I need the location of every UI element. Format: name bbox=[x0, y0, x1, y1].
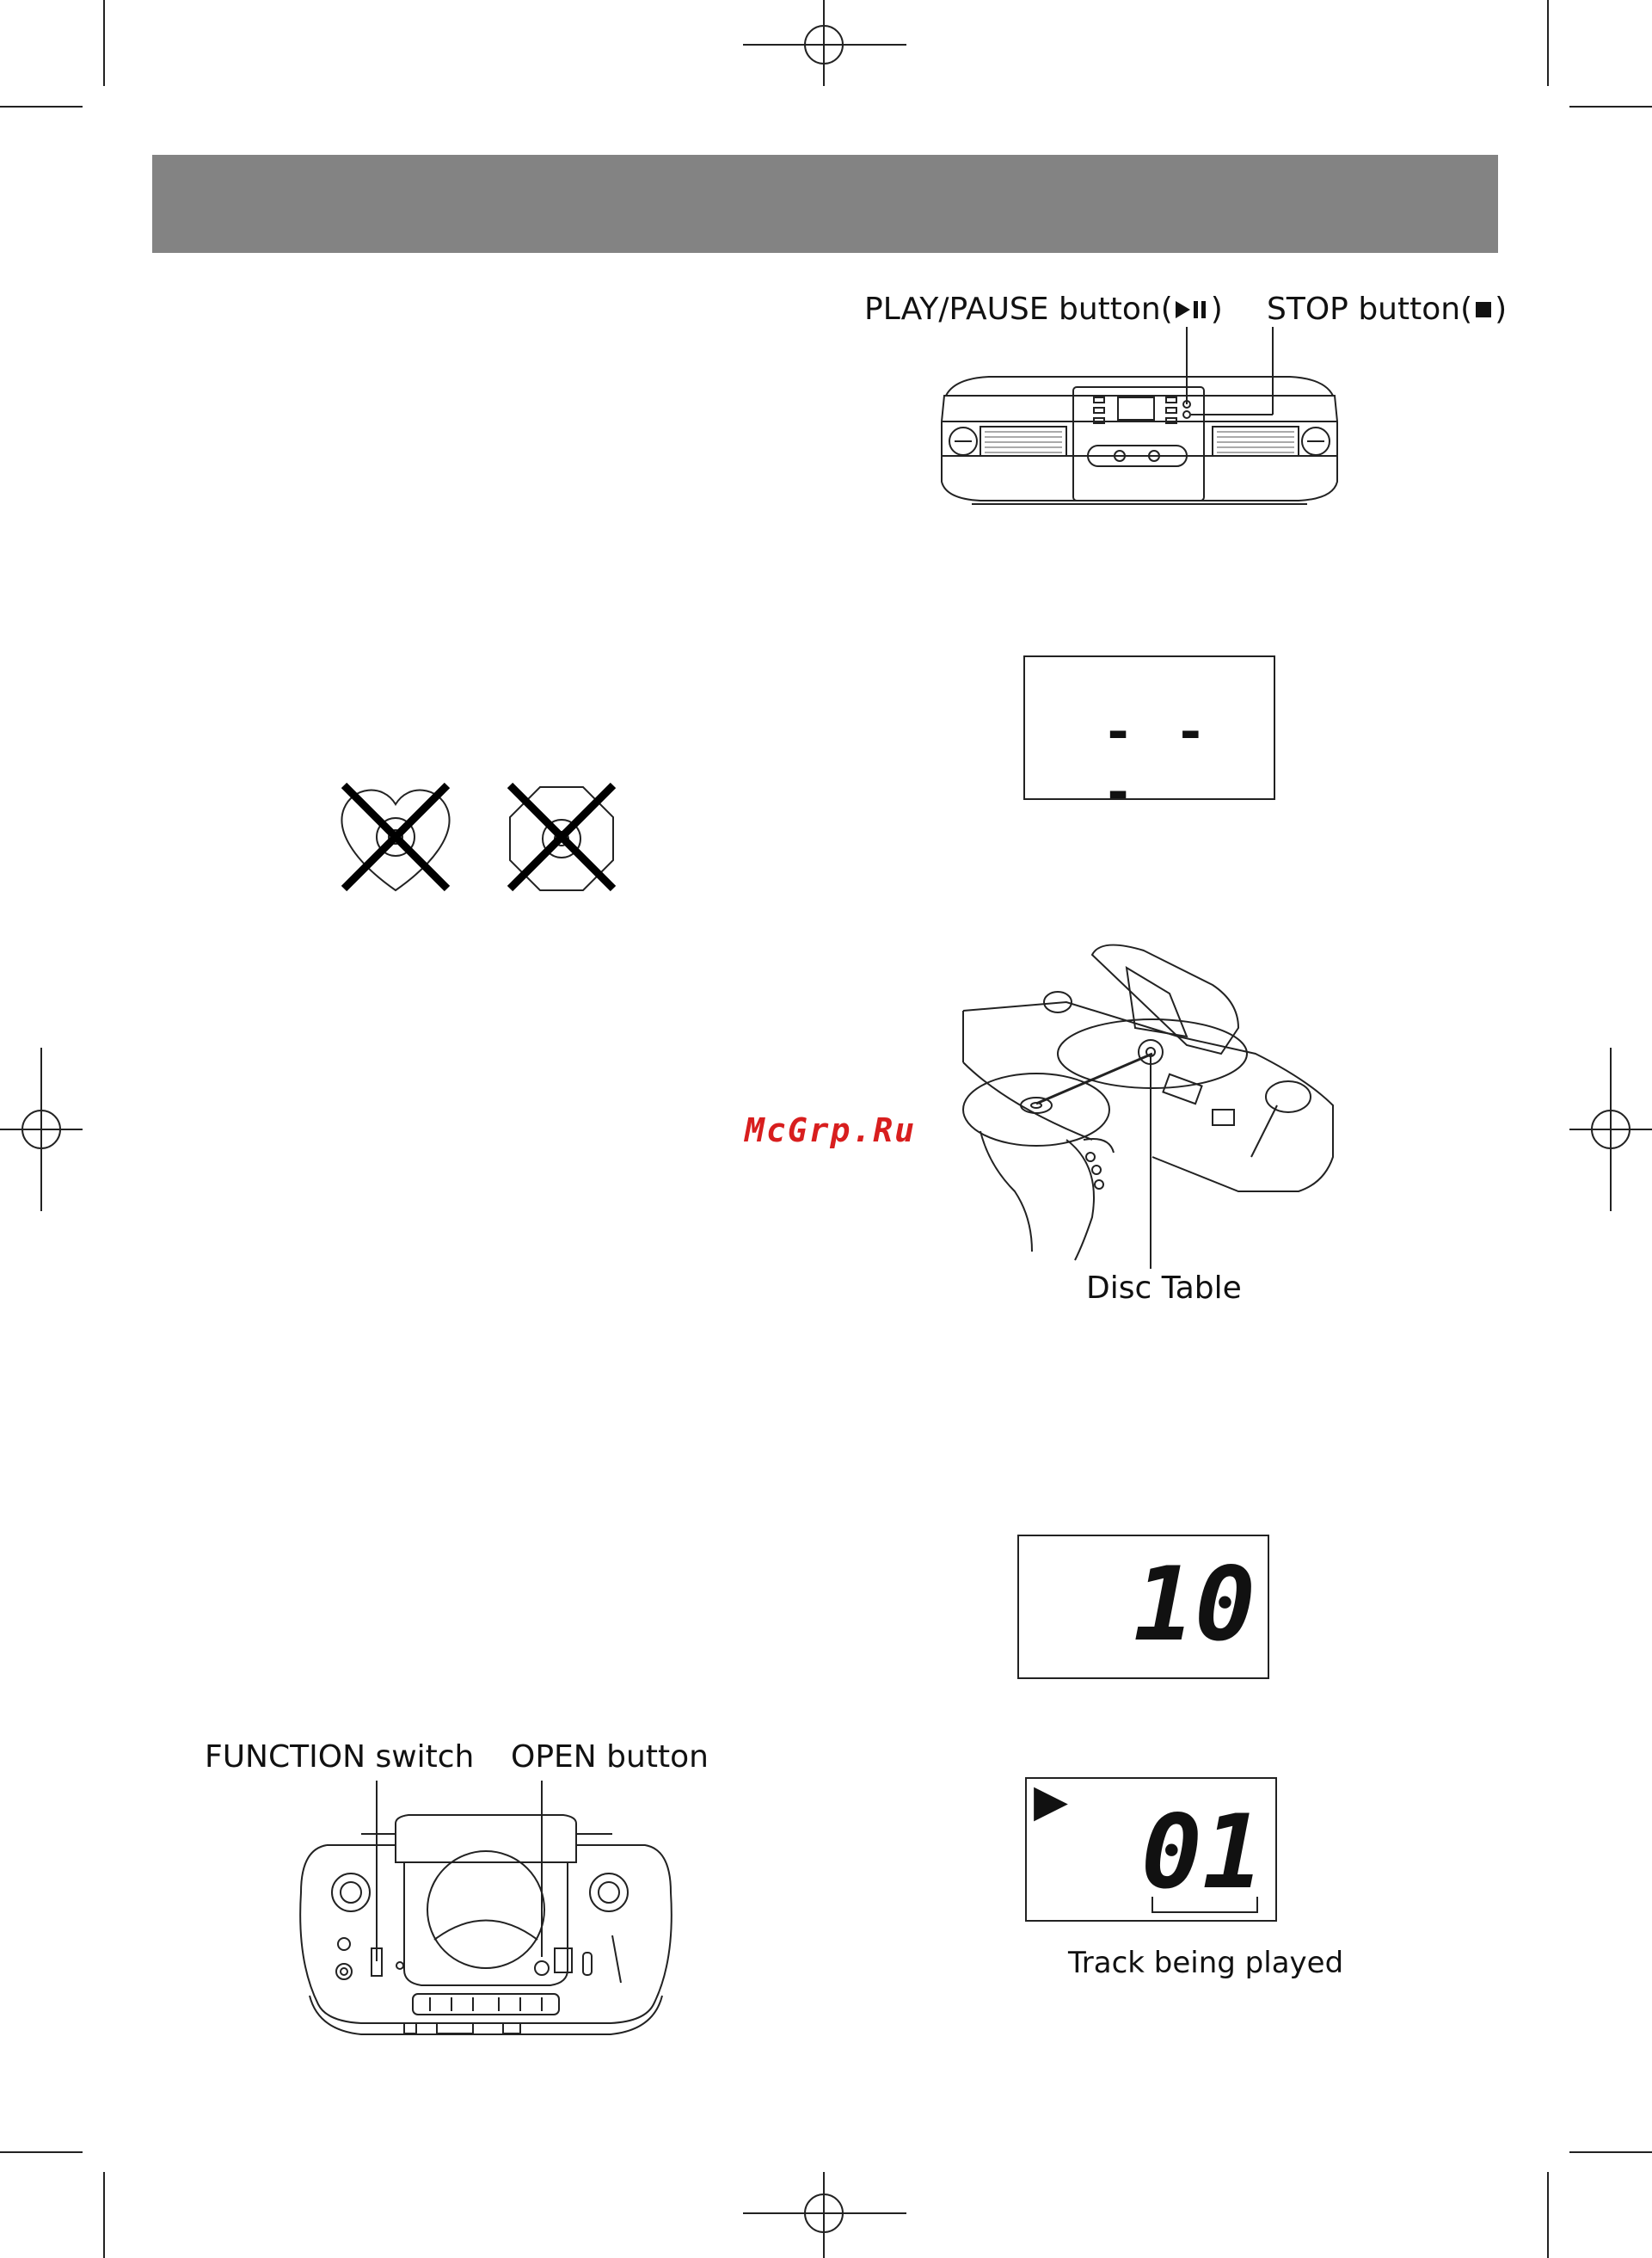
disc-loading-illustration bbox=[955, 933, 1342, 1269]
heart-shaped-disc-icon bbox=[335, 778, 456, 899]
lcd-total-tracks bbox=[1017, 1535, 1269, 1679]
stop-label-end: ) bbox=[1495, 292, 1508, 327]
play-pause-label-text: PLAY/PAUSE button( bbox=[864, 292, 1173, 327]
play-pause-icon bbox=[1173, 296, 1211, 318]
play-indicator-icon: ▶ bbox=[1034, 1775, 1068, 1827]
octagon-shaped-disc-icon bbox=[501, 778, 622, 899]
boombox-top-illustration bbox=[292, 1772, 679, 2039]
function-switch-label: FUNCTION switch bbox=[205, 1739, 475, 1775]
stop-label-text: STOP button( bbox=[1267, 292, 1473, 327]
disc-table-label: Disc Table bbox=[1086, 1271, 1242, 1306]
lcd-current-track-text: 01 bbox=[1140, 1793, 1263, 1911]
play-pause-label-end: ) bbox=[1210, 292, 1223, 327]
stop-icon bbox=[1472, 296, 1495, 318]
track-bracket bbox=[1151, 1895, 1259, 1917]
boombox-front-illustration bbox=[937, 318, 1342, 516]
watermark: McGrp.Ru bbox=[745, 1111, 917, 1149]
open-button-label: OPEN button bbox=[511, 1739, 709, 1775]
section-header-bar bbox=[152, 155, 1498, 253]
lcd-total-tracks-text: 10 bbox=[1133, 1545, 1256, 1664]
lcd-no-disc-text: - - - bbox=[1102, 702, 1212, 822]
lcd-no-disc bbox=[1023, 655, 1275, 822]
track-being-played-label: Track being played bbox=[1068, 1946, 1344, 1980]
